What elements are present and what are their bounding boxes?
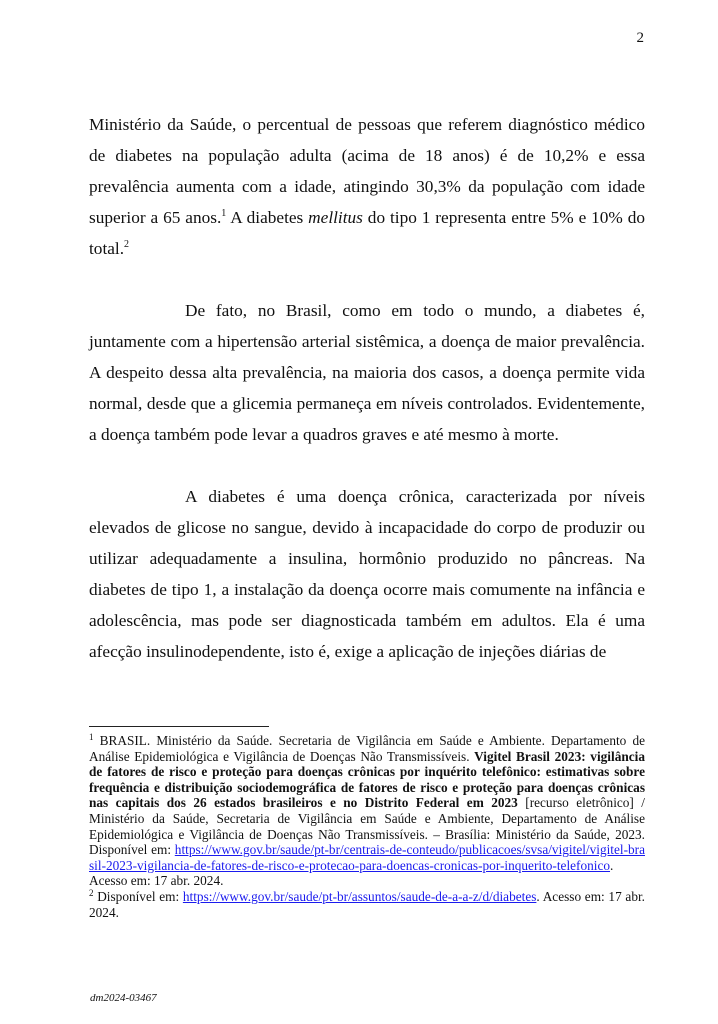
document-id: dm2024-03467: [90, 992, 157, 1004]
paragraph-2: De fato, no Brasil, como em todo o mundo, a diabetes é, juntamente com a hipertensão arterial sistêmica, a doença de maior prevalência. A despeito dessa alta prevalência, na maioria dos casos, a doença permite vida normal, desde que a glicemia permaneça em níveis controlados. Evidentemente, a doença também pode levar a quadros graves e até mesmo à morte.: [89, 301, 645, 444]
footnote-1: [89, 733, 645, 889]
footnote-1-access: . Acesso em: 17 abr. 2024.: [89, 857, 614, 889]
footnote-2-marker: 2: [89, 887, 94, 898]
footnote-ref-2[interactable]: 2: [124, 239, 130, 250]
paragraph-3: A diabetes é uma doença crônica, caracterizada por níveis elevados de glicose no sangue, devido à incapacidade do corpo de produzir ou utilizar adequadamente a insulina, hormônio produzido no pâncreas. Na diabetes de tipo 1, a instalação da doença ocorre mais comumente na infância e adolescência, mas pode ser diagnosticada também em adultos. Ela é uma afecção insulinodependente, isto é, exige a aplicação de injeções diárias de: [89, 487, 645, 661]
footnote-1-marker: 1: [89, 732, 94, 742]
footnote-divider: [89, 726, 269, 727]
italic-term: mellitus: [308, 208, 363, 227]
footnote-ref-1[interactable]: 1: [221, 208, 227, 219]
footnote-2: [89, 889, 645, 920]
footnotes: [89, 733, 645, 920]
footnote-1-title: Vigitel Brasil 2023: vigilância de fatores de risco e proteção para doenças crônicas por inquérito telefônico: estimativas sobre frequência e distribuição sociodemográfica de fatores de risco e proteção para doenças crônicas nas capitais dos 26 estados brasileiros e no Distrito Federal em 2023: [89, 748, 645, 811]
body-text: [89, 109, 645, 667]
paragraph-1: [89, 109, 645, 264]
footnote-1-link[interactable]: https://www.gov.br/saude/pt-br/centrais-de-conteudo/publicacoes/svsa/vigitel/vigitel-brasil-2023-vigilancia-de-fatores-de-risco-e-protecao-para-doencas-cronicas-por-inquerito-telefonico: [89, 842, 645, 873]
footnote-2-text: Disponível em:: [93, 888, 183, 904]
footnote-2-access: . Acesso em: 17 abr. 2024.: [89, 888, 645, 920]
paragraph-1-text-mid: A diabetes: [226, 208, 309, 227]
page-number: 2: [636, 30, 644, 46]
footnote-1-text: BRASIL. Ministério da Saúde. Secretaria de Vigilância em Saúde e Ambiente. Departamento de Análise Epidemiológica e Vigilância de Doenças Não Transmissíveis.: [89, 733, 645, 764]
paragraph-1-text: Ministério da Saúde, o percentual de pessoas que referem diagnóstico médico de diabetes na população adulta (acima de 18 anos) é de 10,2% e essa prevalência aumenta com a idade, atingindo 30,3% da população com idade superior a 65 anos.: [89, 115, 645, 227]
footnote-1-text-end: [recurso eletrônico] / Ministério da Saúde, Secretaria de Vigilância em Saúde e Ambiente, Departamento de Análise Epidemiológica e Vigilância de Doenças Não Transmissíveis. – Brasília: Ministério da Saúde, 2023. Disponível em:: [89, 795, 646, 858]
footnote-2-link[interactable]: https://www.gov.br/saude/pt-br/assuntos/saude-de-a-a-z/d/diabetes: [182, 888, 537, 904]
paragraph-1-text-end: do tipo 1 representa entre 5% e 10% do total.: [89, 208, 645, 258]
